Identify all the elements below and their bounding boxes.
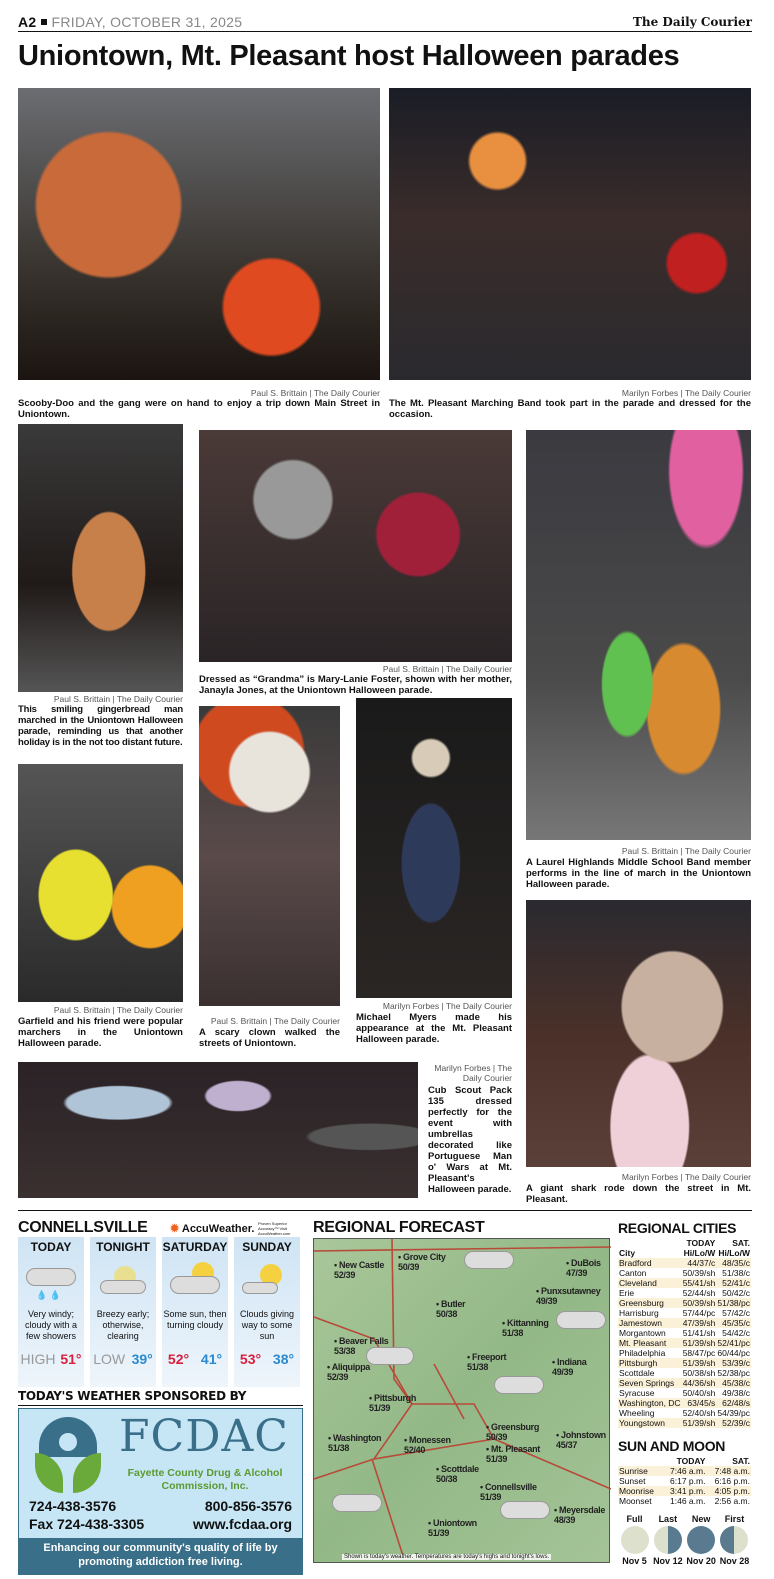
city-temp: 51/38: [328, 1443, 350, 1453]
forecast-description: Very windy; cloudy with a few showers: [24, 1309, 78, 1341]
row-label: Pittsburgh: [618, 1358, 682, 1368]
table-cell: 52/41/pc: [717, 1338, 750, 1348]
map-city-label: [480, 1482, 537, 1502]
row-label: Sunrise: [618, 1466, 662, 1476]
city-temp: 53/38: [334, 1346, 356, 1356]
divider: [18, 1210, 752, 1211]
city-temp: 52/39: [334, 1270, 356, 1280]
photo-credit: Paul S. Brittain | The Daily Courier: [53, 694, 183, 704]
city-name: • Grove City: [398, 1252, 446, 1262]
table-row: [618, 1318, 751, 1328]
temp-label: LOW: [93, 1351, 126, 1367]
temp-label: HIGH: [20, 1351, 56, 1367]
city-temp: 50/39: [398, 1262, 420, 1272]
day-name: TODAY: [30, 1240, 72, 1254]
table-row: [618, 1358, 751, 1368]
table-cell: 51/39/sh: [682, 1338, 716, 1348]
table-cell: 52/38/pc: [717, 1368, 750, 1378]
table-cell: 2:56 a.m.: [714, 1496, 750, 1506]
table-cell: 63/45/s: [682, 1398, 717, 1408]
fax-number: Fax 724-438-3305: [29, 1516, 145, 1532]
city-name: • Johnstown: [556, 1430, 606, 1440]
city-name: • Uniontown: [428, 1518, 477, 1528]
high-temp: 52°: [167, 1351, 190, 1367]
city-temp: 51/38: [502, 1328, 524, 1338]
city-temp: 47/39: [566, 1268, 588, 1278]
table-cell: 1:46 a.m.: [670, 1496, 706, 1506]
map-city-label: [369, 1393, 416, 1413]
row-label: Morgantown: [619, 1328, 666, 1338]
city-temp: 51/39: [369, 1403, 391, 1413]
photo-shark: [526, 900, 751, 1167]
map-city-label: [467, 1352, 506, 1372]
row-label: Moonrise: [618, 1486, 662, 1496]
table-cell: 55/41/sh: [682, 1278, 716, 1288]
photo-credit: Marilyn Forbes | The Daily Courier: [434, 1063, 512, 1083]
paper-name: The Daily Courier: [632, 15, 752, 29]
temperatures: [18, 1351, 84, 1367]
divider: [18, 31, 752, 32]
col-header: SAT.: [732, 1238, 750, 1248]
table-cell: 52/40/sh: [682, 1408, 716, 1418]
city-temp: 49/39: [536, 1296, 558, 1306]
table-cell: 58/47/pc: [682, 1348, 716, 1358]
moon-phase: [685, 1514, 718, 1566]
table-row: [618, 1476, 751, 1486]
table-row: [618, 1348, 751, 1358]
col-header: SAT.: [732, 1456, 750, 1466]
city-name: • Pittsburgh: [369, 1393, 417, 1403]
map-city-label: [552, 1357, 586, 1377]
map-city-label: [554, 1505, 605, 1525]
divider: [18, 1405, 303, 1406]
cloud-icon: [500, 1501, 550, 1519]
forecast-description: Some sun, then turning cloudy: [163, 1309, 227, 1330]
table-row: [618, 1398, 751, 1408]
photo-caption: A scary clown walked the streets of Uniontown.: [199, 1027, 340, 1049]
city-temp: 51/39: [480, 1492, 502, 1502]
photo-garfield: [18, 764, 183, 1002]
city-name: • Connellsville: [480, 1482, 537, 1492]
table-row: [618, 1308, 751, 1318]
col-header: Hi/Lo/W: [683, 1248, 716, 1258]
map-city-label: [436, 1464, 479, 1484]
local-forecast-title: CONNELLSVILLE: [18, 1219, 148, 1236]
city-temp: 51/38: [467, 1362, 489, 1372]
city-name: • Punxsutawney: [536, 1286, 601, 1296]
table-cell: 50/40/sh: [682, 1388, 716, 1398]
phase-date: Nov 5: [622, 1556, 647, 1566]
table-cell: 3:41 p.m.: [662, 1486, 707, 1496]
forecast-description: Clouds giving way to some sun: [239, 1309, 295, 1341]
table-cell: 49/38/c: [722, 1388, 750, 1398]
day-name: TONIGHT: [96, 1240, 150, 1254]
fcdac-ad[interactable]: [18, 1408, 303, 1575]
photo-caption: Dressed as “Grandma” is Mary-Lanie Foster, shown with her mother, Janayla Jones, at the Uniontown Halloween parade.: [199, 674, 512, 696]
table-cell: 48/35/c: [716, 1258, 751, 1268]
photo-caption: Garfield and his friend were popular marchers in the Uniontown Halloween parade.: [18, 1016, 183, 1049]
moon-phase: [618, 1514, 651, 1566]
phase-date: Nov 12: [653, 1556, 683, 1566]
table-row: [618, 1278, 751, 1288]
temperatures: [90, 1351, 156, 1367]
city-name: • Butler: [436, 1299, 466, 1309]
map-city-label: [556, 1430, 606, 1450]
brand: AccuWeather.: [181, 1223, 255, 1235]
map-city-label: [486, 1422, 539, 1442]
table-cell: 50/39/sh: [682, 1298, 716, 1308]
high-temp: 51°: [60, 1351, 82, 1367]
city-name: • Greensburg: [486, 1422, 540, 1432]
table-cell: 52/41/c: [716, 1278, 751, 1288]
map-city-label: [328, 1433, 381, 1453]
photo-caption: Michael Myers made his appearance at the Mt. Pleasant Halloween parade.: [356, 1012, 512, 1045]
city-temp: 50/39: [486, 1432, 508, 1442]
table-cell: 52/44/sh: [682, 1288, 716, 1298]
photo-credit: Paul S. Brittain | The Daily Courier: [53, 1005, 183, 1015]
photo-credit: Marilyn Forbes | The Daily Courier: [382, 1001, 512, 1011]
phase-date: Nov 28: [719, 1556, 750, 1566]
city-temp: 50/38: [436, 1474, 458, 1484]
city-name: • Monessen: [404, 1435, 451, 1445]
col-header: City: [619, 1248, 636, 1258]
forecast-description: Breezy early; otherwise, clearing: [96, 1309, 150, 1341]
city-temp: 45/37: [556, 1440, 578, 1450]
photo-credit: Paul S. Brittain | The Daily Courier: [210, 1016, 340, 1026]
row-label: Jamestown: [618, 1318, 682, 1328]
row-label: Wheeling: [619, 1408, 655, 1418]
photo-caption: A giant shark rode down the street in Mt. Pleasant.: [526, 1183, 751, 1205]
photo-cub-scouts: [18, 1062, 418, 1198]
table-cell: 45/38/c: [716, 1378, 751, 1388]
map-footnote: Shown is today's weather. Temperatures are today's highs and tonight's lows.: [344, 1554, 550, 1560]
row-label: Bradford: [618, 1258, 682, 1268]
forecast-day: [90, 1237, 156, 1387]
table-cell: 6:16 p.m.: [714, 1476, 750, 1486]
low-temp: 38°: [272, 1351, 295, 1367]
table-cell: 51/38/pc: [717, 1298, 750, 1308]
table-row: [618, 1378, 751, 1388]
col-header: TODAY: [686, 1238, 716, 1248]
table-cell: 51/38/c: [722, 1268, 750, 1278]
sun-moon-table: [618, 1456, 751, 1506]
moon-icon: [720, 1526, 748, 1554]
row-label: Moonset: [619, 1496, 652, 1506]
city-name: • Freeport: [467, 1352, 507, 1362]
photo-hula-band-member: [526, 430, 751, 840]
table-cell: 47/39/sh: [682, 1318, 716, 1328]
fcdac-logo-icon: [29, 1417, 107, 1495]
photo-scooby-doo: [18, 88, 380, 380]
table-row: [618, 1288, 751, 1298]
city-name: • Aliquippa: [327, 1362, 371, 1372]
accuweather-logo: [170, 1222, 254, 1235]
table-row: [618, 1408, 751, 1418]
row-label: Youngstown: [618, 1418, 682, 1428]
regional-forecast-title: REGIONAL FORECAST: [313, 1219, 485, 1236]
moon-phase: [651, 1514, 684, 1566]
map-city-label: [334, 1336, 389, 1356]
photo-caption: The Mt. Pleasant Marching Band took part in the parade and dressed for the occasion.: [389, 398, 751, 420]
org-name: [111, 1467, 299, 1493]
table-cell: 57/44/pc: [682, 1308, 716, 1318]
map-city-label: [327, 1362, 370, 1382]
org-line: Fayette County Drug & Alcohol: [127, 1467, 283, 1479]
regional-cities-table: [618, 1238, 751, 1428]
weather-icon: [234, 1254, 300, 1309]
brand-tagline: Proven Superior Accuracy™ Visit AccuWeather.com: [258, 1221, 291, 1236]
row-label: Canton: [619, 1268, 647, 1278]
table-cell: 52/39/c: [716, 1418, 751, 1428]
bullet: [41, 19, 47, 25]
table-cell: 51/39/sh: [682, 1418, 716, 1428]
phase-name: New: [691, 1514, 711, 1524]
table-cell: 4:05 p.m.: [706, 1486, 751, 1496]
row-label: Mt. Pleasant: [618, 1338, 682, 1348]
city-temp: 51/39: [428, 1528, 450, 1538]
table-cell: 7:46 a.m.: [662, 1466, 707, 1476]
table-row: [618, 1486, 751, 1496]
photo-credit: Paul S. Brittain | The Daily Courier: [621, 846, 751, 856]
city-temp: 49/39: [552, 1367, 574, 1377]
forecast-day: [234, 1237, 300, 1387]
map-city-label: [404, 1435, 451, 1455]
sun-moon-title: SUN AND MOON: [618, 1438, 726, 1454]
city-temp: 52/40: [404, 1445, 426, 1455]
row-label: Washington, DC: [619, 1398, 681, 1408]
phase-name: First: [724, 1514, 745, 1524]
table-cell: 6:17 p.m.: [670, 1476, 706, 1486]
photo-credit: Paul S. Brittain | The Daily Courier: [250, 388, 380, 398]
website-link[interactable]: www.fcdaa.org: [192, 1516, 292, 1532]
table-cell: 44/37/c: [682, 1258, 717, 1268]
photo-credit: Marilyn Forbes | The Daily Courier: [621, 1172, 751, 1182]
table-cell: 62/48/s: [716, 1398, 751, 1408]
table-cell: 7:48 a.m.: [706, 1466, 751, 1476]
temperatures: [162, 1351, 228, 1367]
city-name: • Meyersdale: [554, 1505, 606, 1515]
table-row: [618, 1268, 751, 1278]
table-row: [618, 1368, 751, 1378]
low-temp: 41°: [200, 1351, 223, 1367]
table-row: [618, 1418, 751, 1428]
city-name: • Washington: [328, 1433, 382, 1443]
city-name: • Indiana: [552, 1357, 587, 1367]
table-row: [618, 1328, 751, 1338]
day-name: SATURDAY: [162, 1240, 228, 1254]
moon-icon: [687, 1526, 715, 1554]
phase-name: Last: [658, 1514, 678, 1524]
map-city-label: [486, 1444, 540, 1464]
table-cell: 54/42/c: [722, 1328, 750, 1338]
ad-tagline: promoting addiction free living.: [78, 1556, 243, 1568]
row-label: Syracuse: [619, 1388, 655, 1398]
table-cell: 50/39/sh: [682, 1268, 716, 1278]
table-row: [618, 1496, 751, 1506]
row-label: Greensburg: [618, 1298, 682, 1308]
cloud-icon: [494, 1376, 544, 1394]
table-cell: 54/39/pc: [717, 1408, 750, 1418]
sponsor-heading: TODAY'S WEATHER SPONSORED BY: [18, 1389, 247, 1403]
date: FRIDAY, OCTOBER 31, 2025: [51, 14, 243, 30]
regional-map: [313, 1238, 610, 1563]
table-cell: 50/38/sh: [682, 1368, 716, 1378]
city-name: • Kittanning: [502, 1318, 549, 1328]
cloud-icon: [556, 1311, 606, 1329]
table-cell: 51/41/sh: [682, 1328, 716, 1338]
regional-cities-title: REGIONAL CITIES: [618, 1220, 737, 1236]
row-label: Sunset: [619, 1476, 646, 1486]
photo-caption: This smiling gingerbread man marched in the Uniontown Halloween parade, reminding us that another holiday is in the not too distant future.: [18, 704, 183, 748]
city-temp: 50/38: [436, 1309, 458, 1319]
forecast-day: [162, 1237, 228, 1387]
map-city-label: [502, 1318, 549, 1338]
city-temp: 48/39: [554, 1515, 576, 1525]
moon-icon: [621, 1526, 649, 1554]
map-city-label: [436, 1299, 465, 1319]
phase-date: Nov 20: [686, 1556, 716, 1566]
table-row: [618, 1338, 751, 1348]
org-line: Commission, Inc.: [161, 1480, 249, 1492]
map-city-label: [428, 1518, 477, 1538]
photo-credit: Marilyn Forbes | The Daily Courier: [621, 388, 751, 398]
photo-marching-band: [389, 88, 751, 380]
row-label: Harrisburg: [619, 1308, 659, 1318]
city-name: • Mt. Pleasant: [486, 1444, 540, 1454]
table-cell: 53/39/c: [716, 1358, 751, 1368]
photo-clown: [199, 706, 340, 1006]
photo-gingerbread: [18, 424, 183, 692]
weather-icon: [90, 1254, 156, 1309]
photo-grandma: [199, 430, 512, 662]
day-name: SUNDAY: [242, 1240, 292, 1254]
low-temp: 39°: [131, 1351, 153, 1367]
phase-name: Full: [626, 1514, 643, 1524]
table-row: [618, 1466, 751, 1476]
table-cell: 60/44/pc: [717, 1348, 750, 1358]
headline: Uniontown, Mt. Pleasant host Halloween parades: [18, 40, 680, 72]
map-city-label: [398, 1252, 446, 1272]
weather-icon: 💧 💧: [18, 1254, 84, 1309]
row-label: Philadelphia: [619, 1348, 666, 1358]
city-name: • Scottdale: [436, 1464, 479, 1474]
city-temp: 51/39: [486, 1454, 508, 1464]
cloud-icon: [464, 1251, 514, 1269]
page-header: [18, 14, 242, 30]
photo-caption: Scooby-Doo and the gang were on hand to enjoy a trip down Main Street in Uniontown.: [18, 398, 380, 420]
high-temp: 53°: [239, 1351, 262, 1367]
row-label: Scottdale: [619, 1368, 655, 1378]
col-header: TODAY: [676, 1456, 706, 1466]
phone-number[interactable]: 724-438-3576: [29, 1498, 117, 1514]
moon-phase: [718, 1514, 751, 1566]
sun-icon: ✹: [170, 1223, 180, 1235]
weather-icon: [162, 1254, 228, 1309]
row-label: Erie: [619, 1288, 635, 1298]
moon-icon: [654, 1526, 682, 1554]
table-cell: 44/36/sh: [682, 1378, 716, 1388]
city-temp: 52/39: [327, 1372, 349, 1382]
ad-tagline: Enhancing our community's quality of life by: [43, 1542, 278, 1554]
col-header: Hi/Lo/W: [718, 1248, 750, 1258]
map-city-label: [536, 1286, 600, 1306]
table-cell: 50/42/c: [722, 1288, 750, 1298]
page-number: A2: [18, 14, 37, 30]
row-label: Seven Springs: [618, 1378, 682, 1388]
row-label: Cleveland: [618, 1278, 682, 1288]
moon-phases: [618, 1514, 751, 1566]
map-city-label: [334, 1260, 384, 1280]
city-name: • New Castle: [334, 1260, 385, 1270]
city-name: • Beaver Falls: [334, 1336, 389, 1346]
photo-caption: Cub Scout Pack 135 dressed perfectly for the event with umbrellas decorated like Portuguese Man o' Wars at Mt. Pleasant's Halloween parade.: [428, 1085, 512, 1195]
photo-credit: Paul S. Brittain | The Daily Courier: [382, 664, 512, 674]
fcdac-wordmark: FCDAC: [119, 1411, 289, 1462]
table-row: [618, 1298, 751, 1308]
photo-michael-myers: [356, 698, 512, 998]
table-cell: 45/35/c: [716, 1318, 751, 1328]
table-cell: 51/39/sh: [682, 1358, 716, 1368]
map-city-label: [566, 1258, 601, 1278]
toll-free-number[interactable]: 800-856-3576: [204, 1498, 292, 1514]
table-row: [618, 1388, 751, 1398]
temperatures: [234, 1351, 300, 1367]
table-row: [618, 1258, 751, 1268]
photo-caption: A Laurel Highlands Middle School Band member performs in the line of march in the Uniontown Halloween parade.: [526, 857, 751, 890]
cloud-icon: [332, 1494, 382, 1512]
table-cell: 57/42/c: [722, 1308, 750, 1318]
city-name: • DuBois: [566, 1258, 601, 1268]
forecast-day: [18, 1237, 84, 1387]
